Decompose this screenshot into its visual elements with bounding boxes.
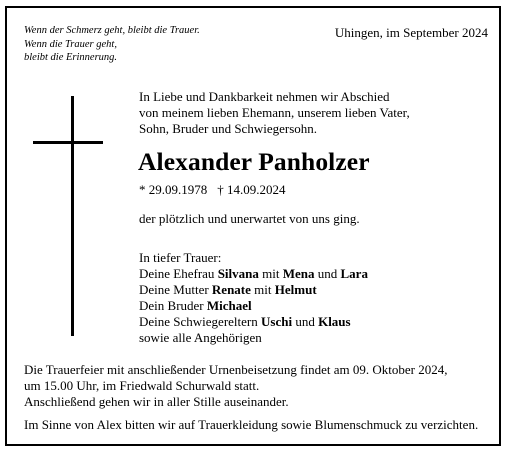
mourner-line-inlaws <box>139 314 368 330</box>
ceremony-details <box>24 362 447 410</box>
poem-line: Wenn die Trauer geht, <box>24 38 117 50</box>
ceremony-line: um 15.00 Uhr, im Friedwald Schurwald statt. <box>24 378 260 393</box>
mourner-line-others: sowie alle Angehörigen <box>139 330 262 345</box>
mourner-name: Michael <box>206 298 252 313</box>
mourner-name: Lara <box>340 266 368 281</box>
mourner-name: Klaus <box>318 314 351 329</box>
mourner-connector: mit <box>258 266 283 281</box>
life-dates <box>139 182 286 198</box>
attire-request: Im Sinne von Alex bitten wir auf Trauerkleidung sowie Blumenschmuck zu verzichten. <box>24 417 479 432</box>
poem-line: bleibt die Erinnerung. <box>24 52 118 63</box>
ceremony-line: Die Trauerfeier mit anschließender Urnenbeisetzung findet am 09. Oktober 2024, <box>24 362 448 377</box>
death-date: † 14.09.2024 <box>217 182 286 197</box>
mourner-line-brother <box>139 298 368 314</box>
passing-text: der plötzlich und unerwartet von uns ging. <box>139 211 360 226</box>
mourner-relation: Deine Mutter <box>139 282 212 297</box>
mourner-name: Helmut <box>274 282 317 297</box>
memorial-poem <box>24 24 200 65</box>
deceased-name: Alexander Panholzer <box>138 147 370 176</box>
mourner-relation: Deine Ehefrau <box>139 266 218 281</box>
poem-line: Wenn der Schmerz geht, bleibt die Trauer. <box>24 25 200 36</box>
mourner-line-wife <box>139 266 368 282</box>
obituary-notice <box>5 6 501 446</box>
mourner-connector: und <box>292 314 319 329</box>
cross-horizontal-beam <box>33 141 103 144</box>
mourner-connector: mit <box>250 282 275 297</box>
mourner-name: Silvana <box>217 266 259 281</box>
mourner-name: Uschi <box>261 314 293 329</box>
mourners-heading: In tiefer Trauer: <box>139 250 222 265</box>
intro-line: Sohn, Bruder und Schwiegersohn. <box>139 121 318 136</box>
cross-vertical-beam <box>71 96 74 336</box>
mourner-relation: Deine Schwiegereltern <box>139 314 262 329</box>
birth-date: * 29.09.1978 <box>139 182 208 197</box>
ceremony-line: Anschließend gehen wir in aller Stille auseinander. <box>24 394 289 409</box>
intro-line: In Liebe und Dankbarkeit nehmen wir Abschied <box>139 89 390 104</box>
mourner-connector: und <box>314 266 341 281</box>
place-and-date: Uhingen, im September 2024 <box>334 25 488 40</box>
mourner-name: Mena <box>282 266 315 281</box>
intro-text <box>139 89 410 137</box>
mourner-relation: Dein Bruder <box>139 298 207 313</box>
mourner-name: Renate <box>211 282 251 297</box>
mourners-list <box>139 250 368 346</box>
intro-line: von meinem lieben Ehemann, unserem lieben Vater, <box>139 105 410 120</box>
latin-cross-icon <box>33 96 103 336</box>
mourner-line-mother <box>139 282 368 298</box>
